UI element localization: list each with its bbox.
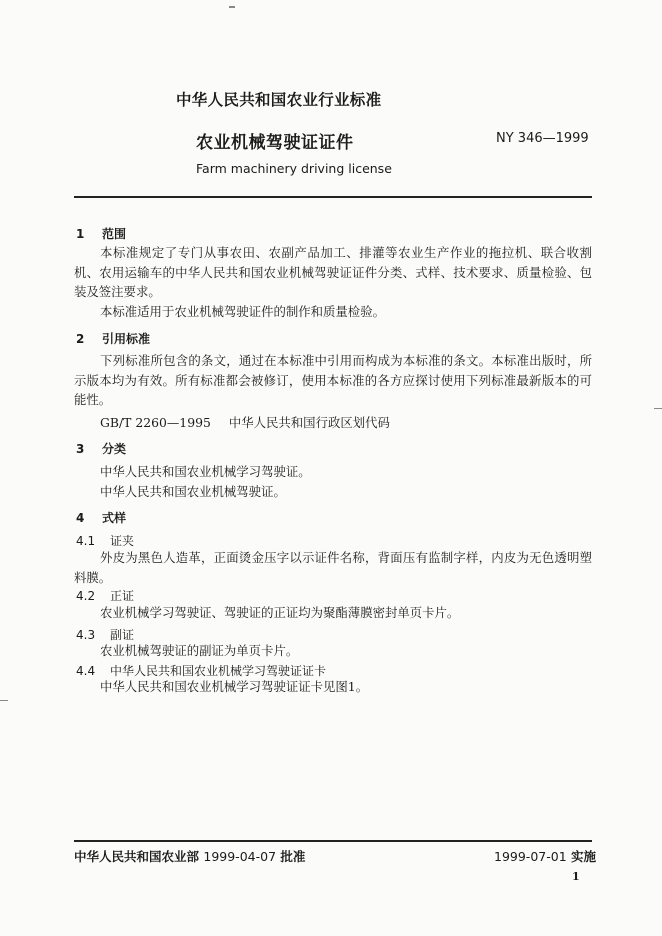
subsection-title: 证夹 [110,534,135,548]
section-1-paragraph-2: 本标准适用于农业机械驾驶证件的制作和质量检验。 [100,304,385,319]
reference-title: 中华人民共和国行政区划代码 [228,415,390,430]
effective-date: 1999-07-01 [494,849,567,864]
section-number: 4 [76,511,85,525]
section-title: 分类 [102,442,127,456]
reference-line [100,413,390,433]
section-title: 范围 [102,227,127,241]
subsection-number: 4.1 [76,534,96,548]
standard-authority: 中华人民共和国农业行业标准 [176,90,382,109]
section-3-heading [76,440,126,457]
scan-mark [229,6,235,8]
subsection-4-1-heading [76,532,134,549]
footer-rule [74,840,592,842]
english-title: Farm machinery driving license [196,161,392,176]
approval-line [74,847,305,865]
section-2-heading [76,330,150,347]
effective-label: 实施 [571,849,597,864]
section-title: 式样 [102,511,127,525]
section-number: 2 [76,332,85,346]
subsection-number: 4.3 [76,628,96,642]
classification-item-1: 中华人民共和国农业机械学习驾驶证。 [100,464,311,479]
scan-mark [654,408,662,409]
section-title: 引用标准 [102,332,151,346]
subsection-4-4-paragraph: 中华人民共和国农业机械学习驾驶证证卡见图1。 [100,679,369,694]
section-2-paragraph: 下列标准所包含的条文，通过在本标准中引用而构成为本标准的条文。本标准出版时，所示版本均为有效。所有标准都会被修订，使用本标准的各方应探讨使用下列标准最新版本的可能性。 [74,353,592,407]
approved-label: 批准 [280,849,306,864]
scan-mark [0,700,8,701]
classification-item-2: 中华人民共和国农业机械驾驶证。 [100,484,286,499]
section-1-paragraph-1: 本标准规定了专门从事农田、农副产品加工、排灌等农业生产作业的拖拉机、联合收割机、农用运输车的中华人民共和国农业机械驾驶证证件分类、式样、技术要求、质量检验、包装及签注要求。 [74,245,592,299]
section-1-heading [76,225,126,242]
reference-code: GB/T 2260—1995 [100,415,211,430]
subsection-number: 4.2 [76,589,96,603]
document-title: 农业机械驾驶证证件 [196,133,354,153]
standard-code: NY 346—1999 [496,131,589,146]
approved-date: 1999-04-07 [203,849,277,864]
section-number: 3 [76,442,85,456]
subsection-title: 中华人民共和国农业机械学习驾驶证证卡 [110,664,327,678]
section-4-heading [76,509,126,526]
effective-line [494,847,596,865]
subsection-4-3-paragraph: 农业机械驾驶证的副证为单页卡片。 [100,643,299,658]
page-number: 1 [572,870,580,883]
subsection-title: 正证 [110,589,135,603]
subsection-4-2-paragraph: 农业机械学习驾驶证、驾驶证的正证均为聚酯薄膜密封单页卡片。 [100,605,460,620]
header-rule [74,196,592,198]
subsection-number: 4.4 [76,664,96,678]
subsection-4-2-heading [76,587,134,604]
subsection-title: 副证 [110,628,135,642]
issuer: 中华人民共和国农业部 [74,849,200,864]
section-number: 1 [76,227,85,241]
subsection-4-1-paragraph: 外皮为黑色人造革，正面烫金压字以示证件名称，背面压有监制字样，内皮为无色透明塑料膜。 [74,550,592,585]
